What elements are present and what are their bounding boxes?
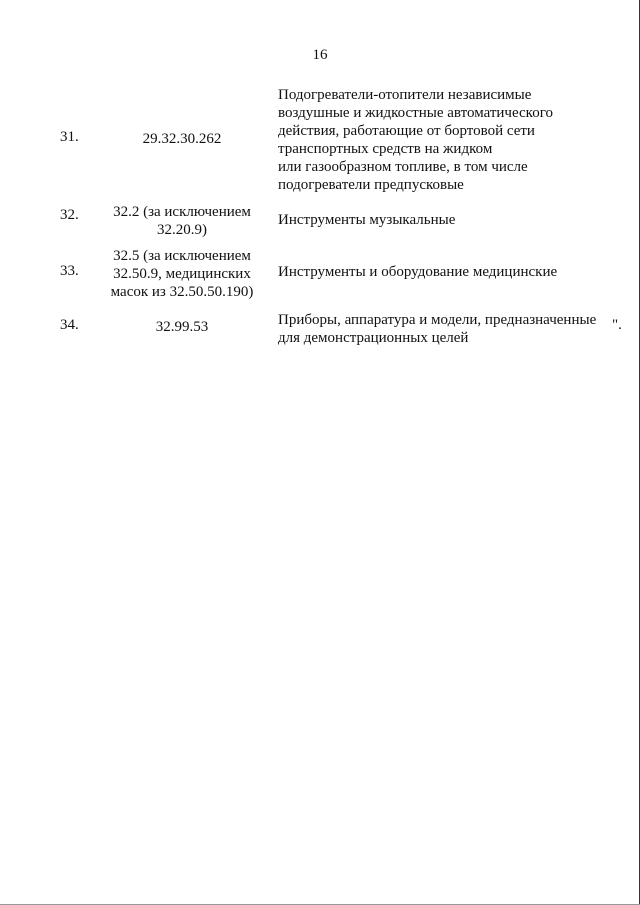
product-description [278,311,608,347]
okpd-code [108,247,256,301]
description-line: подогреватели предпусковые [278,177,464,193]
row-number: 31. [60,129,79,145]
product-description [278,211,608,229]
description-line: транспортных средств на жидком [278,141,493,157]
description-line: Приборы, аппаратура и модели, предназначенные [278,312,597,328]
code-line: 32.2 (за исключением [113,204,251,220]
description-line: действия, работающие от бортовой сети [278,123,535,139]
code-line: 32.20.9) [157,222,207,238]
okpd-code [108,203,256,239]
okpd-code [108,318,256,336]
description-line: Инструменты и оборудование медицинские [278,264,558,280]
row-number: 32. [60,207,79,223]
code-line: масок из 32.50.50.190) [110,284,254,300]
product-description [278,263,608,281]
code-line: 32.99.53 [155,319,209,335]
description-line: Инструменты музыкальные [278,212,456,228]
page-number: 16 [312,47,328,63]
code-line: 32.50.9, медицинских [113,266,251,282]
product-description [278,86,608,194]
description-line: для демонстрационных целей [278,330,469,346]
code-line: 29.32.30.262 [142,131,222,147]
description-line: Подогреватели-отопители независимые [278,87,532,103]
description-line: воздушные и жидкостные автоматического [278,105,553,121]
row-number: 34. [60,317,79,333]
row-number: 33. [60,263,79,279]
description-line: или газообразном топливе, в том числе [278,159,528,175]
code-line: 32.5 (за исключением [113,248,251,264]
okpd-code [108,130,256,148]
closing-quote: ". [612,317,622,333]
